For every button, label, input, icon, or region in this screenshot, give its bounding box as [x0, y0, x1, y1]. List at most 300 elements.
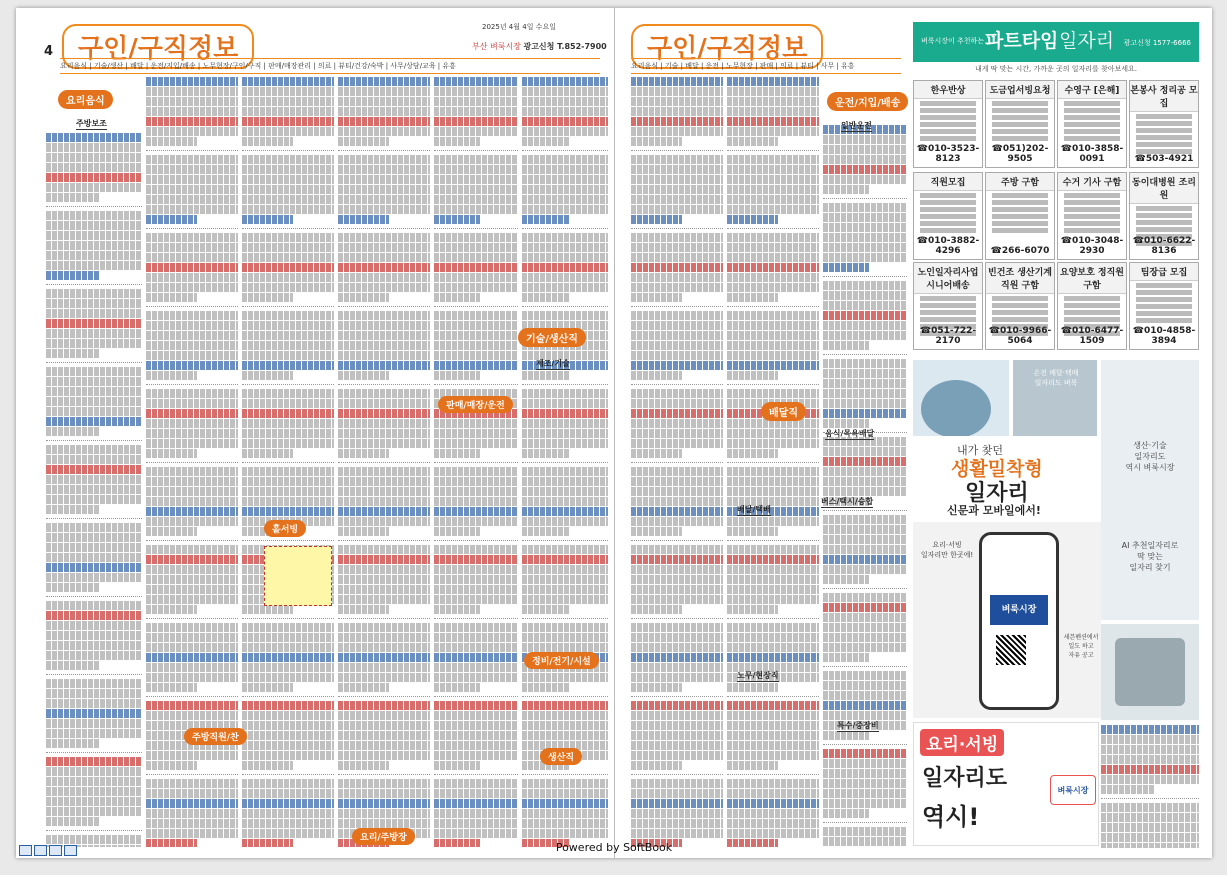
listing-text-line — [434, 721, 518, 730]
parttime-listing-line — [992, 129, 1048, 134]
parttime-brand: 벼룩시장이 추천하는 — [921, 37, 985, 45]
listing-text-line — [146, 643, 238, 652]
listing-divider — [631, 384, 723, 385]
listing-text-line — [242, 371, 293, 380]
listing-text-line — [146, 517, 238, 526]
phone-icon — [979, 532, 1059, 710]
listing-text-line — [434, 215, 480, 224]
listing-text-line — [146, 399, 238, 408]
listing-text-line — [727, 449, 778, 458]
listing-text-line — [146, 127, 238, 136]
listing-text-line — [242, 605, 293, 614]
listing-text-line — [434, 477, 518, 486]
listing-text-line — [46, 339, 142, 348]
listing-text-line — [242, 331, 334, 340]
listing-text-line — [146, 215, 197, 224]
listing-divider — [727, 384, 819, 385]
parttime-listing-line — [992, 200, 1048, 205]
listing-text-line — [727, 243, 819, 252]
listing-text-line — [146, 673, 238, 682]
listing-text-line — [823, 653, 869, 662]
listing-text-line — [522, 283, 608, 292]
listing-divider — [1101, 798, 1199, 799]
listing-text-line — [338, 293, 389, 302]
listing-text-line — [338, 517, 430, 526]
parttime-listing-line — [992, 214, 1048, 219]
listing-text-line — [146, 545, 238, 554]
listing-text-line — [338, 341, 430, 350]
listing-divider — [242, 774, 334, 775]
listing-text-line — [823, 399, 907, 408]
listing-text-line — [823, 565, 907, 574]
listing-text-line — [242, 741, 334, 750]
listing-text-line — [338, 477, 430, 486]
listing-text-line — [522, 701, 608, 710]
listing-text-line — [1101, 775, 1199, 784]
listing-text-line — [522, 185, 608, 194]
listing-text-line — [338, 371, 389, 380]
listing-text-line — [522, 137, 569, 146]
listing-text-line — [823, 379, 907, 388]
listing-text-line — [46, 241, 142, 250]
listing-text-line — [242, 243, 334, 252]
parttime-listing[interactable] — [913, 172, 983, 260]
listing-text-line — [434, 633, 518, 642]
listing-text-line — [242, 399, 334, 408]
listing-text-line — [146, 253, 238, 262]
listing-text-line — [242, 829, 334, 838]
listing-text-line — [46, 193, 99, 202]
highlight-ad-box[interactable] — [264, 546, 332, 606]
listing-text-line — [631, 751, 723, 760]
listing-text-line — [727, 467, 819, 476]
listing-text-line — [522, 477, 608, 486]
parttime-listing-line — [920, 214, 976, 219]
listing-divider — [823, 666, 907, 667]
parttime-listing-line — [1136, 135, 1192, 140]
listing-divider — [823, 276, 907, 277]
listing-column-6 — [522, 76, 608, 847]
promo-top: 내가 찾던 — [957, 444, 1004, 457]
parttime-listing[interactable] — [1057, 80, 1127, 168]
listing-text-line — [146, 497, 238, 506]
listing-text-line — [242, 253, 334, 262]
section-mech: 정비/전기/시설 — [524, 652, 599, 669]
parttime-listing-line — [920, 317, 976, 322]
ad-photo-2 — [1013, 360, 1097, 448]
listing-text-line — [631, 449, 682, 458]
listing-text-line — [823, 827, 907, 836]
listing-text-line — [242, 205, 334, 214]
phone-bottom-line1: 세븐펜션에서 — [1063, 634, 1099, 641]
listing-text-line — [631, 683, 682, 692]
listing-text-line — [338, 117, 430, 126]
listing-text-line — [434, 819, 518, 828]
listing-text-line — [338, 215, 389, 224]
listing-divider — [242, 540, 334, 541]
parttime-listing-line — [920, 310, 976, 315]
listing-text-line — [46, 739, 99, 748]
ad-mid-text — [1021, 368, 1091, 388]
listing-text-line — [242, 507, 334, 516]
listing-text-line — [146, 663, 238, 672]
listing-text-line — [631, 205, 723, 214]
listing-text-line — [631, 185, 723, 194]
listing-divider — [727, 462, 819, 463]
listing-text-line — [631, 527, 682, 536]
parttime-listing-name: 노인일자리사업 시니어배송 — [914, 263, 982, 294]
listing-text-line — [46, 523, 142, 532]
listing-text-line — [727, 175, 819, 184]
parttime-listing-tel: ☎010-9966-5064 — [988, 326, 1052, 346]
listing-text-line — [146, 87, 238, 96]
parttime-listing-tel: ☎010-6622-8136 — [1132, 236, 1196, 256]
page-number: 4 — [44, 44, 54, 59]
listing-text-line — [434, 87, 518, 96]
listing-text-line — [631, 87, 723, 96]
listing-text-line — [522, 517, 608, 526]
listing-text-line — [522, 87, 608, 96]
ad-right-line3: 역시 벼룩시장 — [1125, 463, 1175, 472]
listing-divider — [338, 384, 430, 385]
listing-text-line — [146, 575, 238, 584]
listing-text-line — [146, 789, 238, 798]
listing-text-line — [727, 331, 819, 340]
parttime-listing-line — [992, 136, 1048, 141]
listing-text-line — [727, 137, 778, 146]
listing-text-line — [146, 507, 238, 516]
parttime-listing-line — [992, 193, 1048, 198]
listing-text-line — [522, 731, 608, 740]
parttime-listing-line — [920, 101, 976, 106]
listing-divider — [522, 696, 608, 697]
listing-text-line — [146, 527, 197, 536]
parttime-listing-line — [992, 108, 1048, 113]
parttime-listing-line — [1136, 290, 1192, 295]
listing-divider — [522, 462, 608, 463]
listing-text-line — [46, 689, 142, 698]
parttime-listing-line — [920, 122, 976, 127]
listing-text-line — [46, 699, 142, 708]
listing-text-line — [823, 321, 907, 330]
listing-text-line — [522, 233, 608, 242]
listing-text-line — [146, 595, 238, 604]
listing-text-line — [146, 311, 238, 320]
qr-code-icon — [996, 635, 1026, 665]
listing-text-line — [434, 331, 518, 340]
listing-text-line — [434, 585, 518, 594]
listing-text-line — [146, 233, 238, 242]
parttime-listing[interactable] — [1057, 262, 1127, 350]
listing-text-line — [727, 761, 778, 770]
promo-sub: 신문과 모바일에서! — [947, 504, 1041, 517]
listing-text-line — [146, 195, 238, 204]
parttime-listing[interactable] — [1057, 172, 1127, 260]
listing-text-line — [727, 215, 778, 224]
parttime-phone: 광고신청 1577-6666 — [1123, 39, 1191, 47]
listing-text-line — [46, 163, 142, 172]
listing-text-line — [631, 565, 723, 574]
big-ad-brand[interactable]: 벼룩시장 — [1050, 775, 1096, 805]
listing-text-line — [434, 555, 518, 564]
listing-text-line — [823, 525, 907, 534]
listing-text-line — [631, 155, 723, 164]
listing-text-line — [631, 429, 723, 438]
parttime-listing-name: 본봉사 정리공 모집 — [1130, 81, 1198, 112]
parttime-listing-line — [992, 115, 1048, 120]
listing-text-line — [242, 233, 334, 242]
left-page — [16, 8, 614, 858]
listing-text-line — [338, 351, 430, 360]
parttime-listing[interactable] — [1129, 80, 1199, 168]
parttime-listing-line — [1136, 227, 1192, 232]
parttime-listing-line — [1064, 303, 1120, 308]
listing-text-line — [146, 185, 238, 194]
listing-text-line — [631, 517, 723, 526]
listing-divider — [631, 774, 723, 775]
listing-text-line — [46, 475, 142, 484]
listing-text-line — [146, 389, 238, 398]
listing-text-line — [46, 329, 142, 338]
listing-divider — [434, 462, 518, 463]
listing-text-line — [242, 155, 334, 164]
parttime-listing-tel: ☎010-3523-8123 — [916, 144, 980, 164]
listing-text-line — [46, 417, 142, 426]
listing-divider — [242, 384, 334, 385]
listing-text-line — [631, 137, 682, 146]
next-page-icon[interactable] — [49, 845, 62, 856]
listing-text-line — [823, 749, 907, 758]
section-food-misc: 요리/주방장 — [352, 828, 415, 845]
listing-text-line — [727, 741, 819, 750]
listing-text-line — [338, 321, 430, 330]
listing-text-line — [338, 663, 430, 672]
listing-text-line — [727, 127, 819, 136]
parttime-listing-tel: ☎051)202-9505 — [991, 144, 1049, 164]
listing-text-line — [823, 223, 907, 232]
parttime-listing-tel: ☎266-6070 — [990, 246, 1050, 256]
listing-divider — [522, 774, 608, 775]
prev-page-icon[interactable] — [34, 845, 47, 856]
phone-bottom-text — [1063, 632, 1099, 659]
listing-divider — [46, 284, 142, 285]
section-dishwash: 주방직원/찬 — [184, 728, 247, 745]
listing-divider — [434, 696, 518, 697]
listing-text-line — [242, 195, 334, 204]
listing-text-line — [46, 777, 142, 786]
listing-text-line — [522, 107, 608, 116]
listing-text-line — [434, 507, 518, 516]
parttime-listing-line — [920, 115, 976, 120]
listing-text-line — [823, 213, 907, 222]
listing-text-line — [146, 107, 238, 116]
listing-text-line — [46, 211, 142, 220]
listing-text-line — [242, 643, 334, 652]
listing-text-line — [631, 215, 682, 224]
listing-divider — [46, 440, 142, 441]
ad-photo-1 — [913, 360, 1009, 448]
listing-text-line — [631, 741, 723, 750]
listing-text-line — [631, 545, 723, 554]
listing-text-line — [46, 427, 99, 436]
listing-text-line — [338, 643, 430, 652]
listing-text-line — [242, 487, 334, 496]
listing-text-line — [46, 787, 142, 796]
parttime-listing-line — [992, 221, 1048, 226]
listing-text-line — [522, 595, 608, 604]
listing-column-3 — [242, 76, 334, 847]
listing-divider — [338, 150, 430, 151]
last-page-icon[interactable] — [64, 845, 77, 856]
listing-text-line — [823, 281, 907, 290]
listing-text-line — [727, 87, 819, 96]
listing-text-line — [522, 565, 608, 574]
listing-divider — [522, 540, 608, 541]
parttime-listing[interactable] — [913, 262, 983, 350]
listing-text-line — [434, 517, 518, 526]
listing-text-line — [727, 165, 819, 174]
parttime-listing-line — [1064, 214, 1120, 219]
listing-divider — [46, 830, 142, 831]
listing-text-line — [727, 107, 819, 116]
listing-text-line — [434, 623, 518, 632]
big-ad-line3: 역시! — [922, 803, 980, 831]
listing-text-line — [823, 711, 907, 720]
listing-text-line — [146, 263, 238, 272]
section-drive: 운전/지입/배송 — [827, 92, 908, 111]
parttime-listing-line — [1064, 310, 1120, 315]
listing-text-line — [434, 165, 518, 174]
listing-text-line — [338, 155, 430, 164]
parttime-listing[interactable] — [985, 172, 1055, 260]
parttime-listing[interactable] — [1129, 262, 1199, 350]
listing-text-line — [146, 585, 238, 594]
listing-text-line — [434, 117, 518, 126]
parttime-listing[interactable] — [985, 262, 1055, 350]
listing-text-line — [338, 165, 430, 174]
listing-text-line — [46, 553, 142, 562]
listing-text-line — [46, 465, 142, 474]
parttime-listing[interactable] — [1129, 172, 1199, 260]
listing-text-line — [434, 341, 518, 350]
listing-text-line — [727, 819, 819, 828]
listing-text-line — [727, 311, 819, 320]
listing-text-line — [146, 243, 238, 252]
ad-right-line2: 일자리도 — [1134, 452, 1166, 461]
listing-text-line — [46, 679, 142, 688]
parttime-listing-line — [1064, 115, 1120, 120]
phone-side-line1: 요리·서빙 — [932, 541, 962, 549]
listing-text-line — [338, 361, 430, 370]
listing-text-line — [522, 175, 608, 184]
listing-text-line — [631, 633, 723, 642]
listing-text-line — [338, 97, 430, 106]
listing-divider — [46, 518, 142, 519]
listing-divider — [338, 228, 430, 229]
listing-text-line — [434, 321, 518, 330]
listing-text-line — [46, 289, 142, 298]
listing-text-line — [522, 311, 608, 320]
listing-text-line — [46, 445, 142, 454]
parttime-listing-name: 팀장급 모집 — [1130, 263, 1198, 281]
listing-text-line — [631, 263, 723, 272]
listing-text-line — [242, 107, 334, 116]
listing-text-line — [631, 233, 723, 242]
issue-date: 2025년 4월 4일 수요일 — [482, 23, 556, 31]
listing-text-line — [522, 779, 608, 788]
listing-text-line — [46, 407, 142, 416]
parttime-listing-line — [920, 303, 976, 308]
listing-text-line — [631, 721, 723, 730]
parttime-listing-line — [1064, 101, 1120, 106]
listing-divider — [522, 150, 608, 151]
listing-text-line — [823, 643, 907, 652]
listing-text-line — [631, 341, 723, 350]
listing-divider — [631, 306, 723, 307]
listing-text-line — [242, 87, 334, 96]
listing-text-line — [338, 409, 430, 418]
listing-text-line — [338, 761, 389, 770]
ad-right-tall — [1101, 360, 1199, 620]
listing-text-line — [242, 633, 334, 642]
listing-text-line — [46, 231, 142, 240]
first-page-icon[interactable] — [19, 845, 32, 856]
listing-text-line — [631, 97, 723, 106]
parttime-listing-tel: ☎010-3858-0091 — [1060, 144, 1124, 164]
listing-divider — [631, 618, 723, 619]
listing-text-line — [434, 527, 480, 536]
parttime-listing[interactable] — [985, 80, 1055, 168]
listing-text-line — [434, 77, 518, 86]
listing-text-line — [242, 789, 334, 798]
listing-text-line — [338, 487, 430, 496]
listing-text-line — [46, 387, 142, 396]
listing-text-line — [338, 633, 430, 642]
listing-text-line — [727, 623, 819, 632]
parttime-listing-line — [920, 228, 976, 233]
listing-divider — [146, 150, 238, 151]
listing-text-line — [338, 331, 430, 340]
listing-divider — [146, 540, 238, 541]
parttime-listing-line — [1064, 122, 1120, 127]
listing-text-line — [146, 633, 238, 642]
listing-text-line — [522, 205, 608, 214]
parttime-listing-line — [1136, 128, 1192, 133]
listing-text-line — [242, 761, 293, 770]
listing-divider — [242, 228, 334, 229]
listing-text-line — [46, 251, 142, 260]
listing-divider — [631, 540, 723, 541]
listing-divider — [338, 774, 430, 775]
phone-number: 광고신청 T.852-7900 — [523, 42, 607, 51]
listing-text-line — [338, 311, 430, 320]
listing-text-line — [631, 701, 723, 710]
listing-text-line — [434, 429, 518, 438]
listing-text-line — [1101, 823, 1199, 832]
parttime-listing-line — [1136, 142, 1192, 147]
listing-text-line — [727, 779, 819, 788]
phone-brand: 벼룩시장 — [990, 595, 1048, 625]
listing-text-line — [242, 77, 334, 86]
listing-text-line — [727, 341, 819, 350]
listing-text-line — [727, 751, 819, 760]
listing-divider — [727, 696, 819, 697]
listing-text-line — [631, 243, 723, 252]
listing-divider — [434, 228, 518, 229]
listing-divider — [338, 618, 430, 619]
parttime-listing[interactable] — [913, 80, 983, 168]
listing-divider — [434, 384, 518, 385]
